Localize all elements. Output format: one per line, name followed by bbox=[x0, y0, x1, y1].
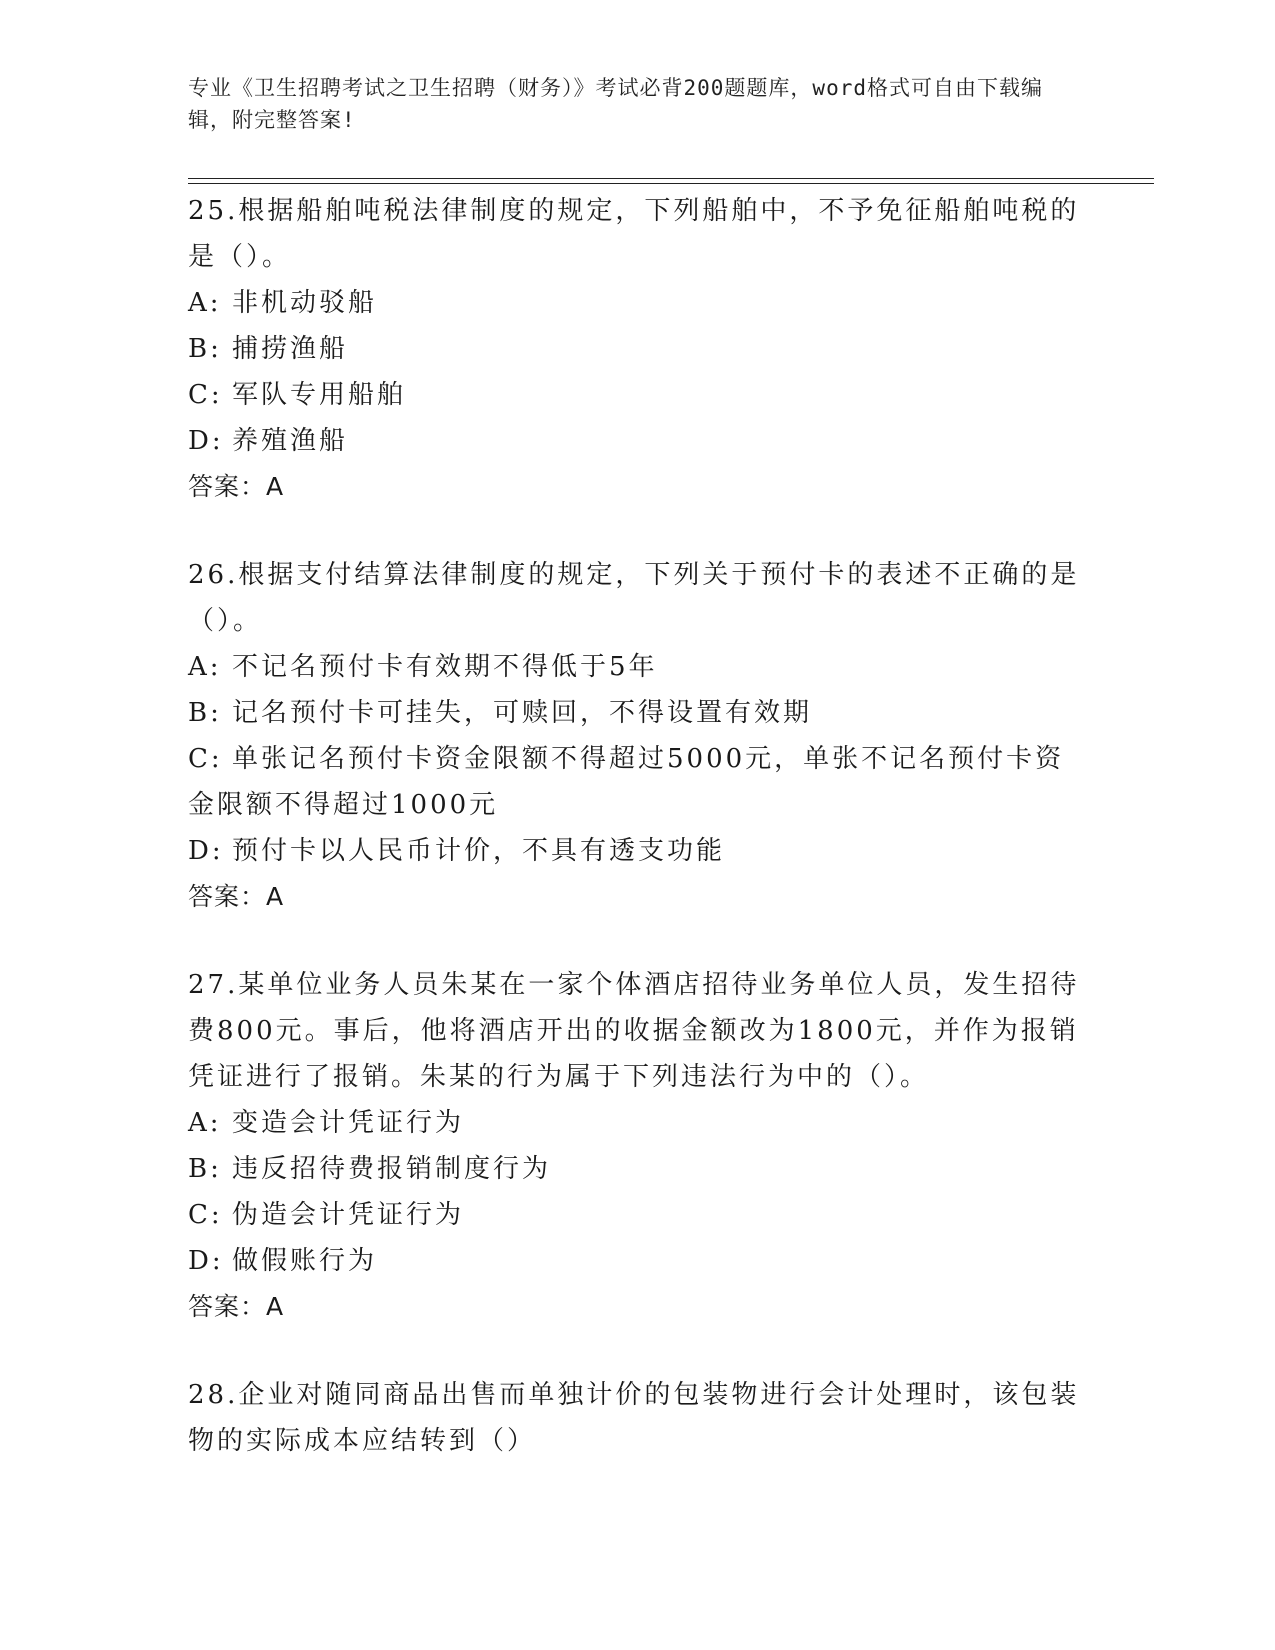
question-text: 28.企业对随同商品出售而单独计价的包装物进行会计处理时，该包装物的实际成本应结转到（） bbox=[188, 1380, 1080, 1456]
option-letter: A: bbox=[188, 1108, 222, 1138]
option-text: 单张记名预付卡资金限额不得超过5000元，单张不记名预付卡资金限额不得超过1000元 bbox=[188, 744, 1065, 820]
option-letter: C: bbox=[188, 380, 223, 410]
option-c bbox=[188, 736, 1088, 828]
option-text: 预付卡以人民币计价，不具有透支功能 bbox=[232, 836, 726, 866]
option-c bbox=[188, 372, 1088, 418]
option-letter: B: bbox=[188, 698, 222, 728]
option-text: 做假账行为 bbox=[232, 1246, 378, 1276]
option-text: 记名预付卡可挂失，可赎回，不得设置有效期 bbox=[232, 698, 813, 728]
option-letter: D: bbox=[188, 426, 224, 456]
option-b bbox=[188, 1146, 1088, 1192]
option-a bbox=[188, 280, 1088, 326]
option-text: 捕捞渔船 bbox=[232, 334, 349, 364]
option-text: 军队专用船舶 bbox=[232, 380, 407, 410]
option-text: 不记名预付卡有效期不得低于5年 bbox=[232, 652, 658, 682]
option-letter: D: bbox=[188, 836, 224, 866]
option-text: 变造会计凭证行为 bbox=[232, 1108, 465, 1138]
option-letter: A: bbox=[188, 288, 222, 318]
answer-label: 答案： bbox=[188, 472, 267, 501]
option-letter: C: bbox=[188, 744, 223, 774]
question-text: 27.某单位业务人员朱某在一家个体酒店招待业务单位人员，发生招待费800元。事后，他将酒店开出的收据金额改为1800元，并作为报销凭证进行了报销。朱某的行为属于下列违法行为中的（）。 bbox=[188, 970, 1080, 1092]
answer-value: A bbox=[266, 1292, 285, 1321]
option-letter: B: bbox=[188, 334, 222, 364]
document-header: 专业《卫生招聘考试之卫生招聘（财务）》考试必背200题题库，word格式可自由下载编辑，附完整答案! bbox=[188, 76, 1043, 132]
option-letter: A: bbox=[188, 652, 222, 682]
question-text: 26.根据支付结算法律制度的规定，下列关于预付卡的表述不正确的是（）。 bbox=[188, 560, 1080, 636]
header-divider-bottom bbox=[188, 183, 1154, 184]
answer-value: A bbox=[266, 472, 285, 501]
question-27 bbox=[188, 962, 1088, 1330]
question-25 bbox=[188, 188, 1088, 510]
answer-line bbox=[188, 874, 1088, 920]
option-letter: B: bbox=[188, 1154, 222, 1184]
option-b bbox=[188, 690, 1088, 736]
option-d bbox=[188, 1238, 1088, 1284]
option-c bbox=[188, 1192, 1088, 1238]
question-28 bbox=[188, 1372, 1088, 1464]
option-text: 伪造会计凭证行为 bbox=[232, 1200, 465, 1230]
option-a bbox=[188, 644, 1088, 690]
question-text: 25.根据船舶吨税法律制度的规定，下列船舶中，不予免征船舶吨税的是（）。 bbox=[188, 196, 1080, 272]
option-a bbox=[188, 1100, 1088, 1146]
option-d bbox=[188, 828, 1088, 874]
option-text: 违反招待费报销制度行为 bbox=[232, 1154, 552, 1184]
answer-value: A bbox=[266, 882, 285, 911]
answer-label: 答案： bbox=[188, 882, 267, 911]
option-text: 非机动驳船 bbox=[232, 288, 378, 318]
question-26 bbox=[188, 552, 1088, 920]
option-text: 养殖渔船 bbox=[232, 426, 349, 456]
answer-line bbox=[188, 1284, 1088, 1330]
option-letter: C: bbox=[188, 1200, 223, 1230]
option-b bbox=[188, 326, 1088, 372]
option-letter: D: bbox=[188, 1246, 224, 1276]
option-d bbox=[188, 418, 1088, 464]
header-divider-top bbox=[188, 178, 1154, 179]
answer-label: 答案： bbox=[188, 1292, 267, 1321]
answer-line bbox=[188, 464, 1088, 510]
